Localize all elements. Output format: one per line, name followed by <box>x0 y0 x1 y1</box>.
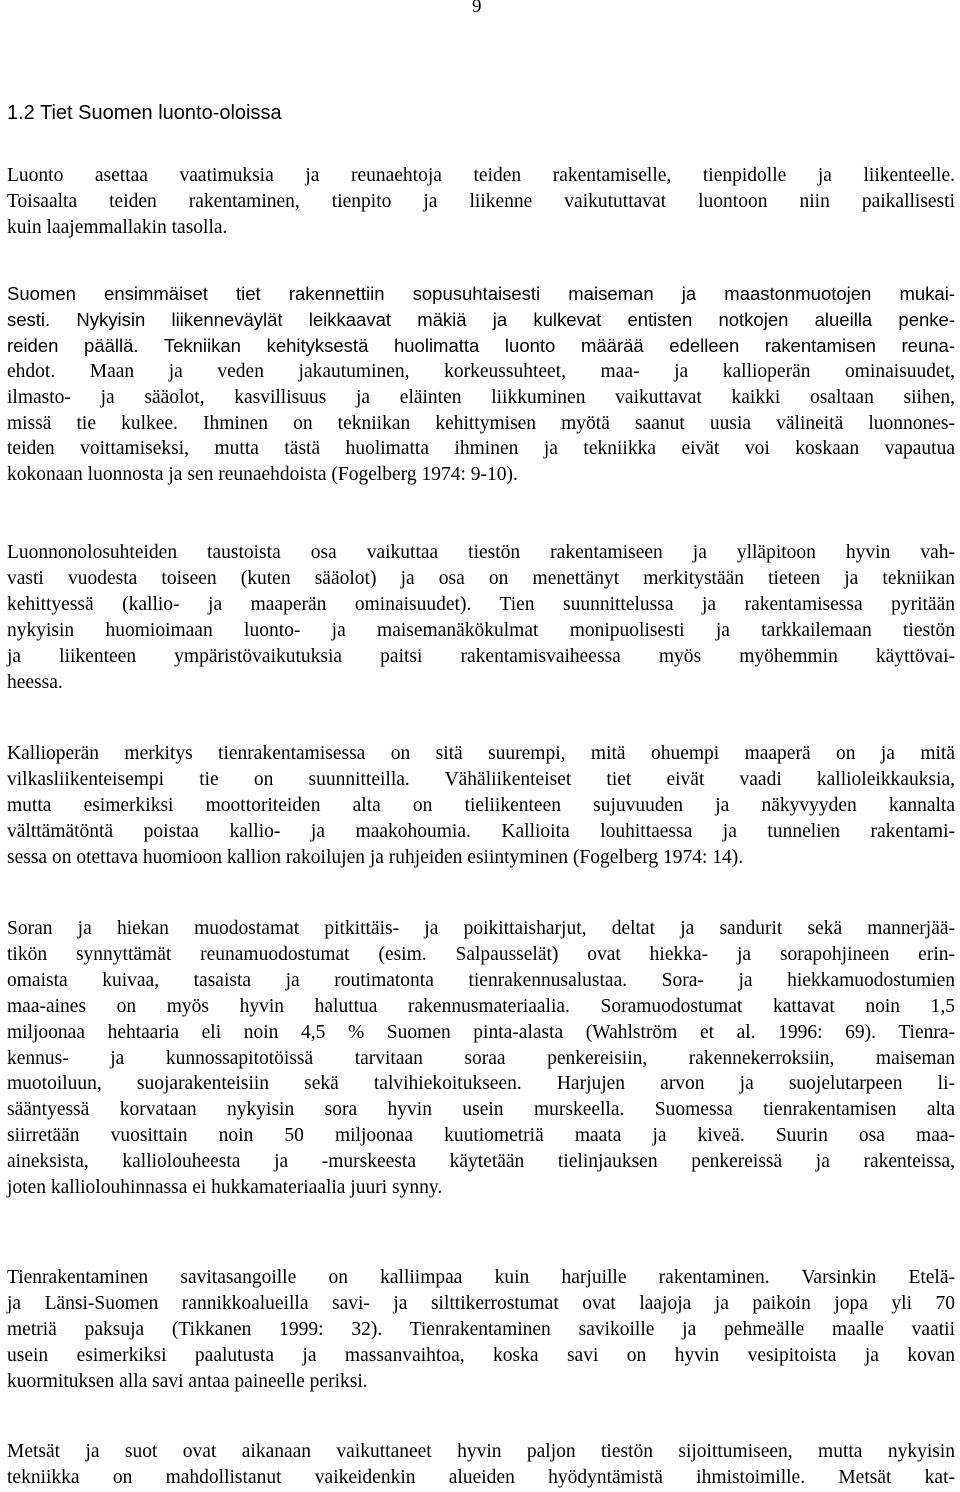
text-line: usein esimerkiksi paalutusta ja massanvaihtoa, koska savi on hyvin vesipitoista ja kovan <box>7 1344 955 1366</box>
text-line: ehdot. Maan ja veden jakautuminen, korkeussuhteet, maa- ja kallioperän ominaisuudet, <box>7 360 955 382</box>
text-line: tikön synnyttämät reunamuodostumat (esim. Salpausselät) ovat hiekka- ja sorapohjineen erin- <box>7 943 955 965</box>
section-heading: 1.2 Tiet Suomen luonto-oloissa <box>7 102 282 124</box>
text-line: tekniikka on mahdollistanut vaikeidenkin alueiden hyödyntämistä ihmistoimille. Metsät kat- <box>7 1466 955 1488</box>
paragraph-4 <box>7 741 955 871</box>
text-line: mutta esimerkiksi moottoriteiden alta on tieliikenteen sujuvuuden ja näkyvyyden kannalta <box>7 794 955 816</box>
text-line: omaista kuivaa, tasaista ja routimatonta tienrakennusalustaa. Sora- ja hiekkamuodostumien <box>7 969 955 991</box>
text-line: sääntyessä korvataan nykyisin sora hyvin usein murskeella. Suomessa tienrakentamisen alta <box>7 1099 955 1121</box>
paragraph-7 <box>7 1439 955 1491</box>
text-line: siirretään vuosittain noin 50 miljoonaa kuutiometriä maata ja kiveä. Suurin osa maa- <box>7 1125 955 1147</box>
text-line: välttämätöntä poistaa kallio- ja maakohoumia. Kallioita louhittaessa ja tunnelien rakentami- <box>7 820 955 842</box>
paragraph-3 <box>7 540 955 695</box>
text-line: maa-aines on myös hyvin haluttua rakennusmateriaalia. Soramuodostumat kattavat noin 1,5 <box>7 995 955 1017</box>
text-line: kehittyessä (kallio- ja maaperän ominaisuudet). Tien suunnittelussa ja rakentamisessa pyritään <box>7 593 955 615</box>
text-line: miljoonaa hehtaaria eli noin 4,5 % Suomen pinta-alasta (Wahlström et al. 1996: 69). Tienra- <box>7 1021 955 1043</box>
text-line: ja Länsi-Suomen rannikkoalueilla savi- ja silttikerrostumat ovat laajoja ja paikoin jopa yli 70 <box>7 1292 955 1314</box>
text-line: heessa. <box>7 671 63 693</box>
text-line: Soran ja hiekan muodostamat pitkittäis- ja poikittaisharjut, deltat ja sandurit sekä mannerjää- <box>7 918 955 939</box>
text-line: metriä paksuja (Tikkanen 1999: 32). Tienrakentaminen savikoille ja pehmeälle maalle vaatii <box>7 1318 955 1340</box>
text-line: Suomen ensimmäiset tiet rakennettiin sopusuhtaisesti maiseman ja maastonmuotojen mukai- <box>7 283 955 304</box>
paragraph-2 <box>7 281 955 488</box>
text-line: vilkasliikenteisempi tie on suunnitteilla. Vähäliikenteiset tiet eivät vaadi kallioleikkauksia, <box>7 768 955 790</box>
paragraph-1 <box>7 163 955 241</box>
paragraph-6 <box>7 1265 955 1395</box>
text-line: sesti. Nykyisin liikenneväylät leikkaavat mäkiä ja kulkevat entisten notkojen alueilla penke- <box>7 308 955 330</box>
text-line: ilmasto- ja sääolot, kasvillisuus ja eläinten liikkuminen vaikuttavat kaikki osaltaan siihen, <box>7 386 955 408</box>
text-line: missä tie kulkee. Ihminen on tekniikan kehittymisen myötä saanut uusia välineitä luonnones- <box>7 412 955 434</box>
text-line: joten kalliolouhinnassa ei hukkamateriaalia juuri synny. <box>7 1177 443 1199</box>
text-line: teiden voittamiseksi, mutta tästä huolimatta ihminen ja tekniikka eivät voi koskaan vapautua <box>7 438 955 460</box>
text-line: ja liikenteen ympäristövaikutuksia paitsi rakentamisvaiheessa myös myöhemmin käyttövai- <box>7 645 955 667</box>
text-line: Luonnonolosuhteiden taustoista osa vaikuttaa tiestön rakentamiseen ja ylläpitoon hyvin vah- <box>7 542 955 563</box>
text-line: sessa on otettava huomioon kallion rakoilujen ja ruhjeiden esiintyminen (Fogelberg 1974: 14). <box>7 846 744 868</box>
text-line: reiden päällä. Tekniikan kehityksestä huolimatta luonto määrää edelleen rakentamisen reuna- <box>7 334 955 356</box>
text-line: aineksista, kalliolouheesta ja -murskeesta käytetään tielinjauksen penkereissä ja rakenteissa, <box>7 1151 955 1173</box>
text-line: Tienrakentaminen savitasangoille on kalliimpaa kuin harjuille rakentaminen. Varsinkin Etelä- <box>7 1267 955 1288</box>
page-number: 9 <box>472 0 482 17</box>
text-line: kuormituksen alla savi antaa paineelle periksi. <box>7 1370 368 1392</box>
paragraph-5 <box>7 916 955 1201</box>
text-line: Kallioperän merkitys tienrakentamisessa on sitä suurempi, mitä ohuempi maaperä on ja mitä <box>7 743 955 764</box>
text-line: kuin laajemmallakin tasolla. <box>7 216 228 238</box>
text-line: nykyisin huomioimaan luonto- ja maisemanäkökulmat monipuolisesti ja tarkkailemaan tiestön <box>7 619 955 641</box>
text-line: Toisaalta teiden rakentaminen, tienpito ja liikenne vaikututtavat luontoon niin paikallisesti <box>7 190 955 212</box>
text-line: muotoiluun, suojarakenteisiin sekä talvihiekoitukseen. Harjujen arvon ja suojelutarpeen li- <box>7 1073 955 1095</box>
text-line: kokonaan luonnosta ja sen reunaehdoista (Fogelberg 1974: 9-10). <box>7 464 518 486</box>
text-line: kennus- ja kunnossapitotöissä tarvitaan soraa penkereisiin, rakennekerroksiin, maiseman <box>7 1047 955 1069</box>
text-line: Metsät ja suot ovat aikanaan vaikuttaneet hyvin paljon tiestön sijoittumiseen, mutta nykyisin <box>7 1441 955 1462</box>
text-line: Luonto asettaa vaatimuksia ja reunaehtoja teiden rakentamiselle, tienpidolle ja liikenteelle. <box>7 165 955 186</box>
text-line: vasti vuodesta toiseen (kuten sääolot) ja osa on menettänyt merkitystään tieteen ja tekniikan <box>7 567 955 589</box>
